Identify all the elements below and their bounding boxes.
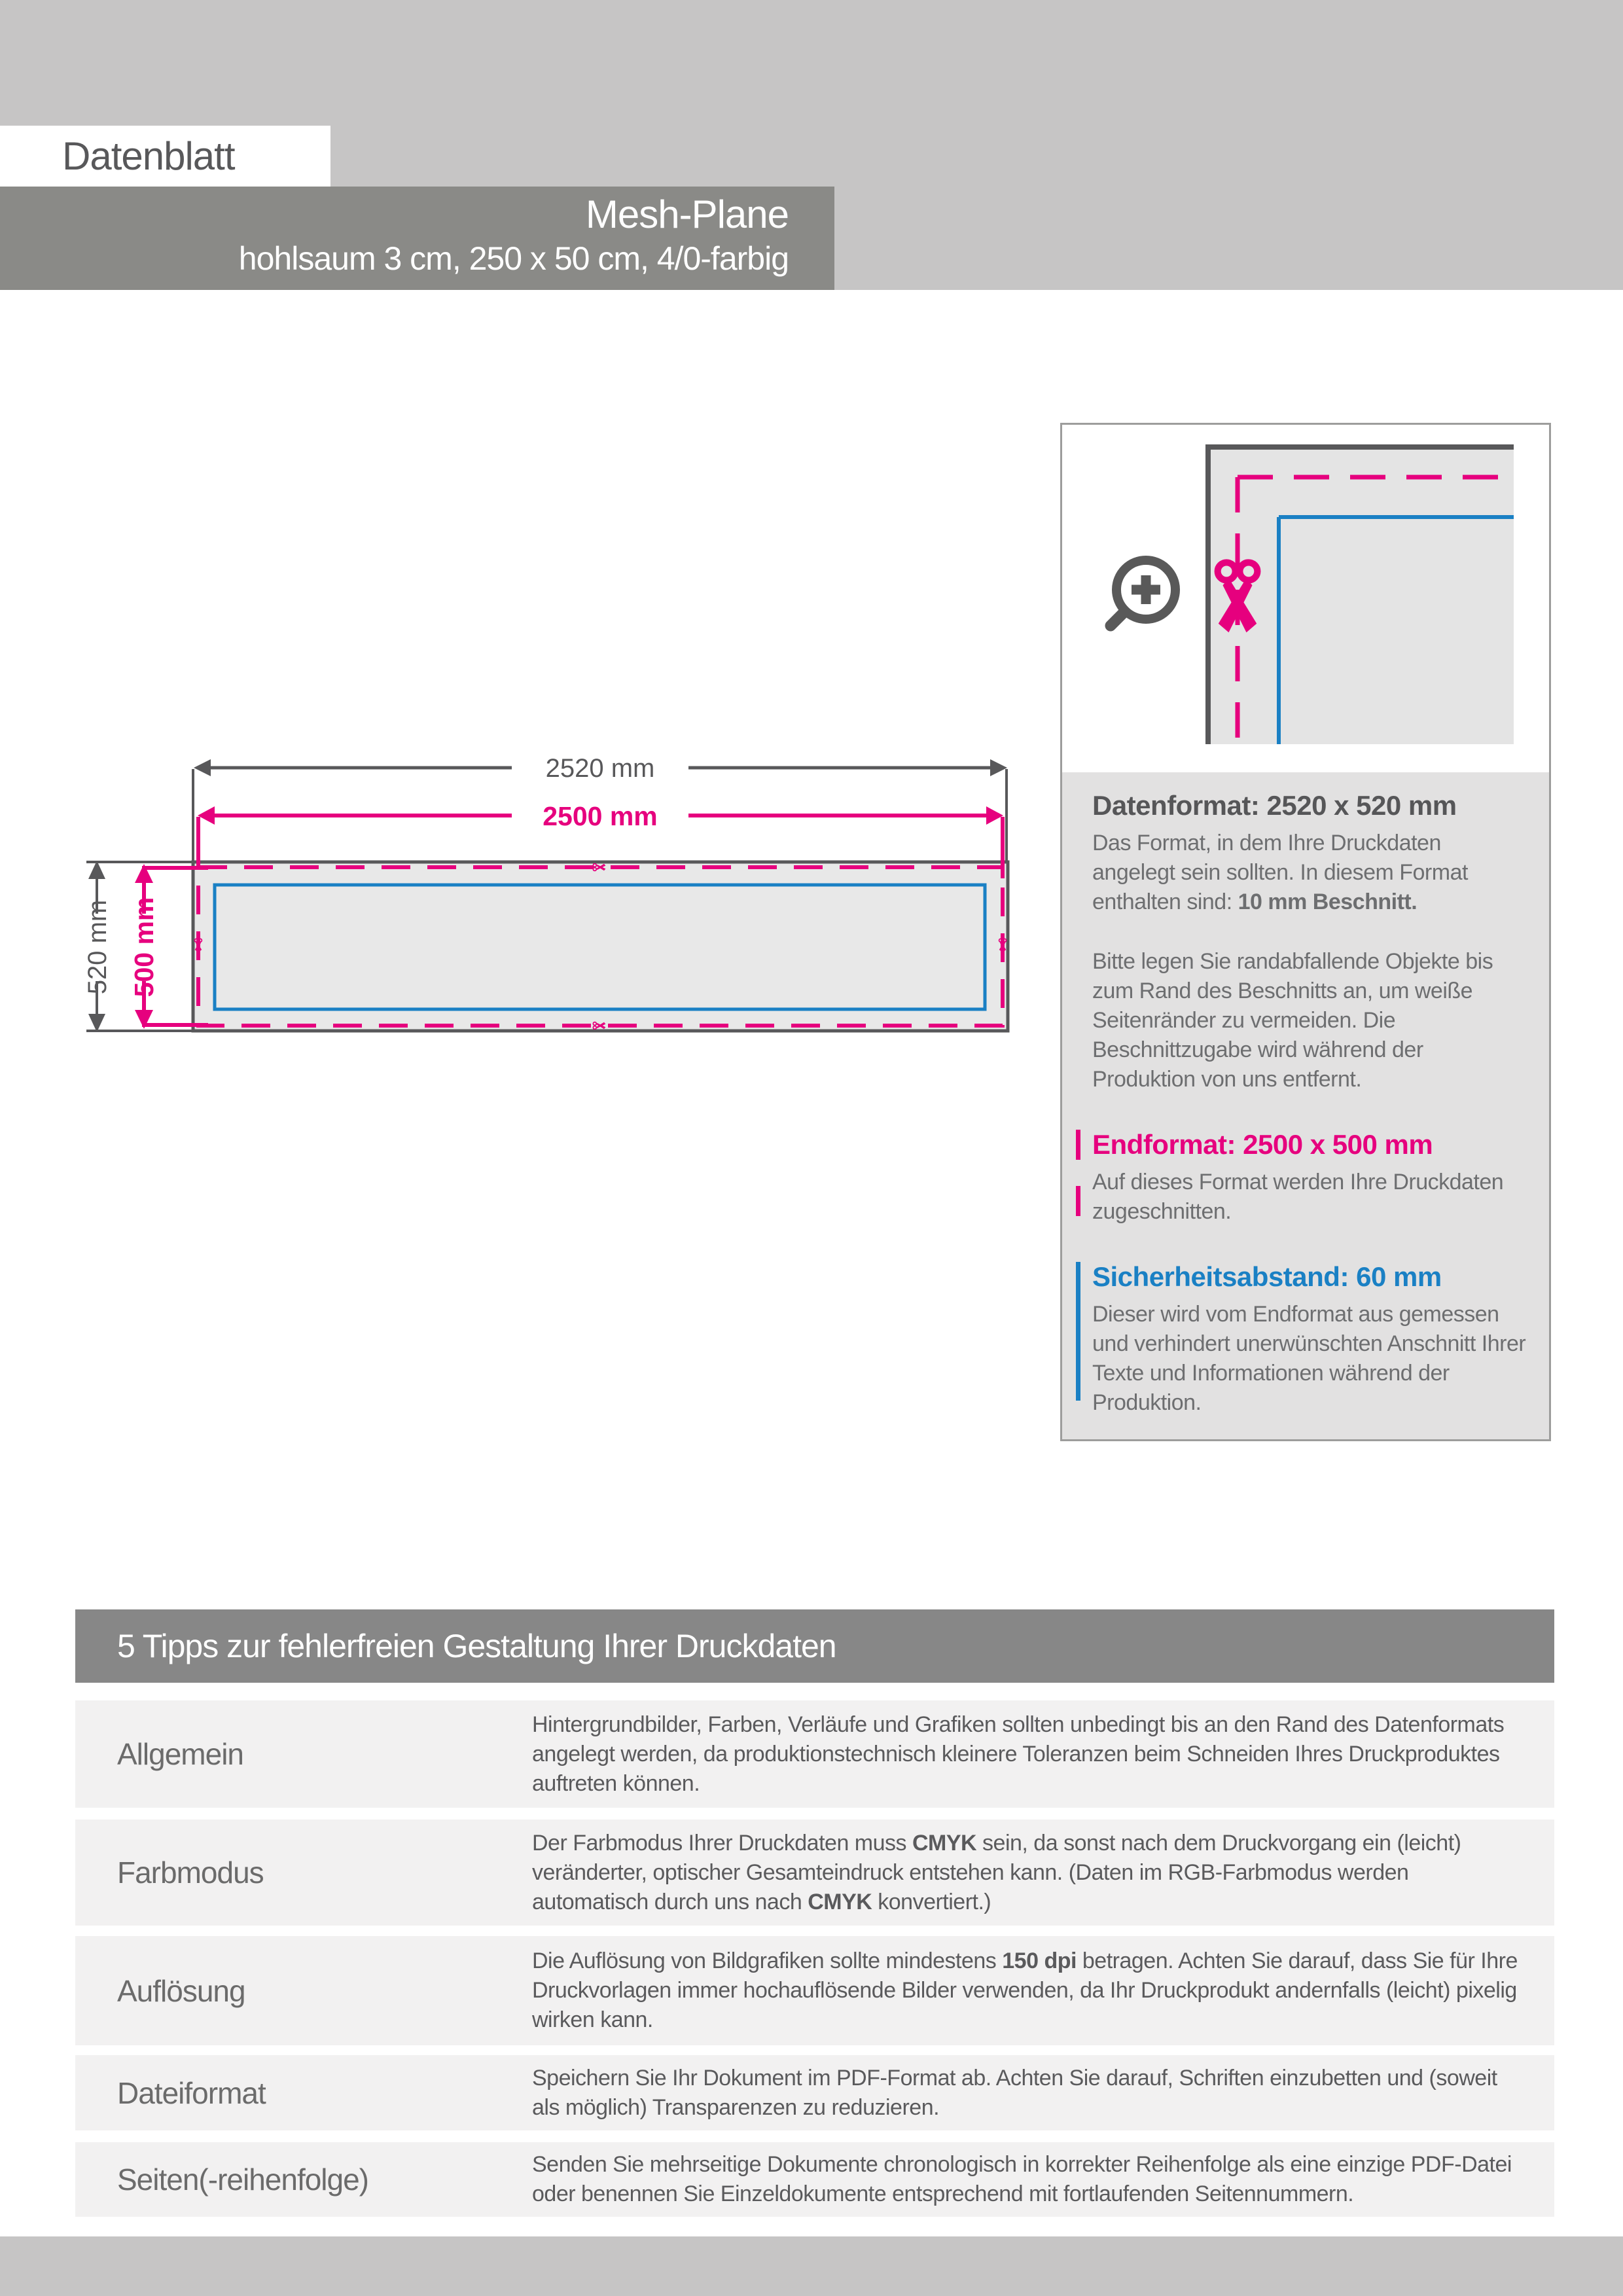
zoom-detail-illustration bbox=[1062, 425, 1549, 772]
row-text-segment: Der Farbmodus Ihrer Druckdaten muss bbox=[532, 1830, 912, 1856]
row-text-segment: betragen. Achten Sie darauf, dass Sie für Ihre Druckvorlagen immer hochauflösende Bilder verwenden, da Ihr Druckprodukt andernfalls (leicht) pixelig wirken kann. bbox=[532, 1948, 1518, 2032]
row-text: Speichern Sie Ihr Dokument im PDF-Format ab. Achten Sie darauf, Schriften einzubetten und (soweit als möglich) Transparenzen zu reduzieren. bbox=[532, 2065, 1497, 2120]
row-text: Senden Sie mehrseitige Dokumente chronologisch in korrekter Reihenfolge als eine einzige PDF-Datei oder benennen Sie Einzeldokumente entsprechend mit fortlaufenden Seitennummern. bbox=[532, 2152, 1512, 2206]
row-label: Dateiformat bbox=[117, 2075, 266, 2110]
dataformat-body bbox=[1092, 829, 1527, 917]
safety-accent-bar bbox=[1076, 1262, 1080, 1401]
row-text-segment: konvertiert.) bbox=[872, 1889, 991, 1914]
dataformat-body-bold: 10 mm Beschnitt. bbox=[1238, 889, 1418, 914]
endformat-accent-bar bbox=[1076, 1130, 1080, 1228]
row-text: Hintergrundbilder, Farben, Verläufe und Grafiken sollten unbedingt bis an den Rand des Datenformats angelegt werden, da produktionstechnisch kleinere Toleranzen beim Schneiden Ihres Druckproduktes auftreten können. bbox=[532, 1712, 1505, 1796]
row-label: Seiten(-reihenfolge) bbox=[117, 2162, 369, 2197]
dimension-height-inner-label: 500 mm bbox=[129, 897, 159, 997]
dataformat-rect bbox=[193, 862, 1008, 1031]
dataformat-body-text: Das Format, in dem Ihre Druckdaten angelegt sein sollten. In diesem Format enthalten sind: bbox=[1092, 831, 1468, 914]
footer-bar bbox=[0, 2236, 1623, 2296]
table-row-dateiformat bbox=[75, 2055, 1554, 2130]
row-text bbox=[532, 1946, 1554, 2035]
safety-heading: Sicherheitsabstand: 60 mm bbox=[1092, 1261, 1442, 1292]
table-row-seitenreihenfolge bbox=[75, 2142, 1554, 2217]
format-info-text bbox=[1062, 772, 1549, 1439]
row-text-segment: sein, da sonst nach dem Druckvorgang ein (leicht) veränderter, optischer Gesamteindruck entstehen kann. (Daten im RGB-Farbmodus werden automatisch durch uns nach bbox=[532, 1830, 1461, 1914]
row-label: Auflösung bbox=[117, 1973, 245, 2008]
row-label: Farbmodus bbox=[117, 1856, 264, 1890]
row-text-bold: CMYK bbox=[808, 1889, 872, 1914]
product-title: Mesh-Plane bbox=[585, 192, 789, 236]
safety-body: Dieser wird vom Endformat aus gemessen und verhindert unerwünschten Anschnitt Ihrer Texte und Informationen während der Produktion. bbox=[1092, 1302, 1526, 1415]
tips-header-bar bbox=[75, 1609, 1554, 1683]
dimension-width-outer-label: 2520 mm bbox=[545, 754, 655, 783]
dataformat-heading: Datenformat: 2520 x 520 mm bbox=[1092, 790, 1457, 821]
endformat-body: Auf dieses Format werden Ihre Druckdaten zugeschnitten. bbox=[1092, 1170, 1504, 1224]
endformat-section bbox=[1092, 1128, 1527, 1227]
product-subtitle: hohlsaum 3 cm, 250 x 50 cm, 4/0-farbig bbox=[238, 240, 789, 277]
row-text bbox=[532, 1829, 1554, 1917]
table-row-aufloesung bbox=[75, 1936, 1554, 2045]
dimension-width-inner-label: 2500 mm bbox=[543, 801, 658, 831]
table-row-farbmodus bbox=[75, 1820, 1554, 1926]
sheet-label: Datenblatt bbox=[62, 134, 235, 178]
row-text-segment: Die Auflösung von Bildgrafiken sollte mindestens bbox=[532, 1948, 1003, 1973]
dataformat-paragraph2: Bitte legen Sie randabfallende Objekte bis zum Rand des Beschnitts an, um weiße Seitenränder zu vermeiden. Die Beschnittzugabe wird während der Produktion von uns entfernt. bbox=[1092, 949, 1493, 1092]
tips-heading: 5 Tipps zur fehlerfreien Gestaltung Ihrer Druckdaten bbox=[117, 1628, 836, 1664]
table-row-allgemein bbox=[75, 1700, 1554, 1808]
detail-fill bbox=[1209, 448, 1514, 744]
dimension-height-outer-label: 520 mm bbox=[83, 899, 112, 995]
sheet-label-tab bbox=[0, 126, 330, 187]
format-diagram bbox=[0, 740, 1060, 1080]
endformat-heading: Endformat: 2500 x 500 mm bbox=[1092, 1129, 1433, 1160]
row-text-bold: CMYK bbox=[912, 1830, 977, 1856]
format-info-box bbox=[1060, 423, 1551, 1441]
row-text-bold: 150 dpi bbox=[1002, 1948, 1077, 1973]
magnifier-zoom-icon bbox=[1111, 560, 1175, 626]
safety-section bbox=[1092, 1261, 1527, 1418]
product-title-band bbox=[0, 187, 834, 290]
tips-table bbox=[75, 1700, 1554, 2217]
row-label: Allgemein bbox=[117, 1737, 243, 1771]
